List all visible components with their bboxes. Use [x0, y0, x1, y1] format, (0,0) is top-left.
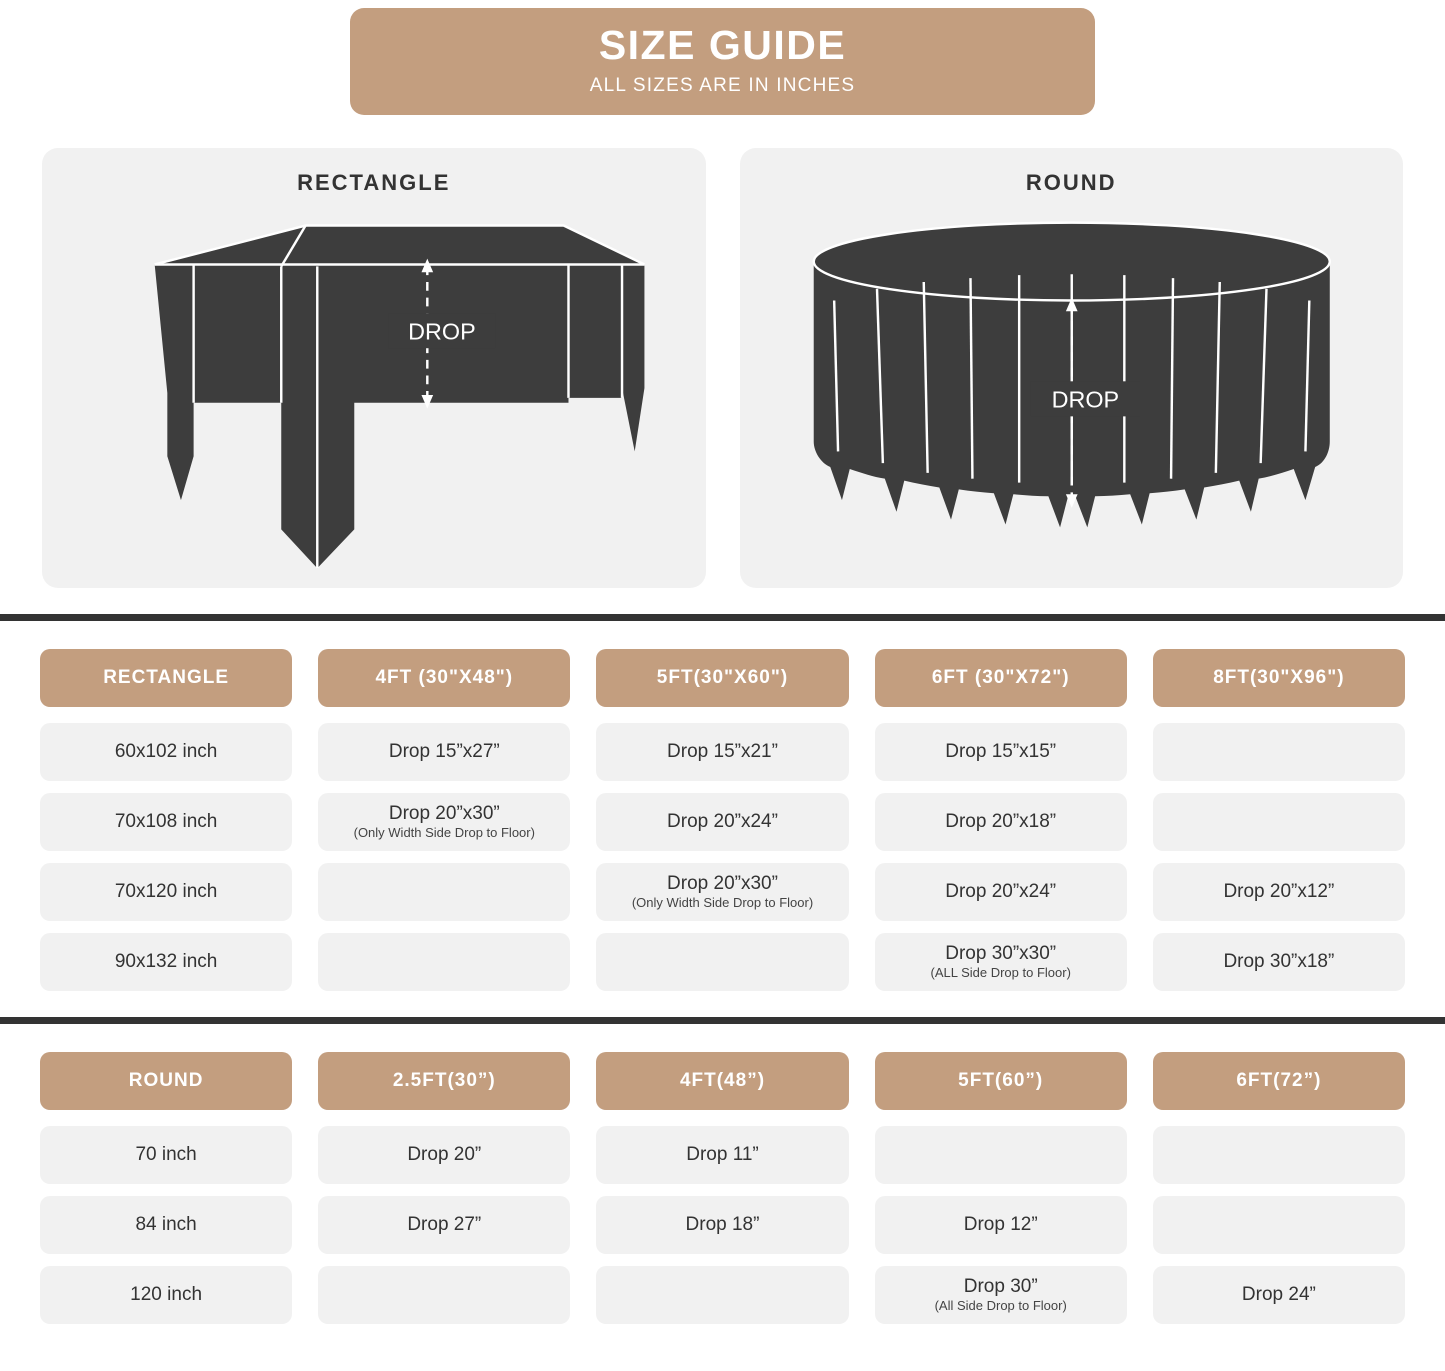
table-row: [40, 863, 292, 921]
rectangle-table-body: [40, 723, 1405, 991]
svg-text:DROP: DROP: [408, 318, 476, 345]
cell-text: Drop 15”x21”: [667, 741, 778, 763]
table-row: [318, 793, 570, 851]
round-header-2: 4FT(48”): [596, 1052, 848, 1110]
table-row: [596, 723, 848, 781]
table-row: [875, 1126, 1127, 1184]
cell-text: 70x108 inch: [114, 811, 218, 833]
cell-text: Drop 20”x30”: [388, 803, 500, 825]
round-header-4: 6FT(72”): [1153, 1052, 1405, 1110]
rectangle-size-table: [0, 621, 1445, 991]
divider-bottom: [0, 1017, 1445, 1024]
header-banner: [350, 8, 1095, 115]
cell-note: (Only Width Side Drop to Floor): [353, 825, 535, 841]
cell-text: 120 inch: [130, 1284, 203, 1306]
cell-text: Drop 12”: [963, 1214, 1038, 1236]
rect-header-3: 6FT (30"X72"): [875, 649, 1127, 707]
table-row: [40, 1126, 292, 1184]
cell-text: Drop 30”x30”: [945, 943, 1057, 965]
cell-text: Drop 15”x27”: [388, 741, 500, 763]
rectangle-table-grid: [40, 649, 1405, 707]
panel-rectangle: [42, 148, 706, 588]
cell-text: Drop 30”x18”: [1223, 951, 1335, 973]
table-row: [318, 863, 570, 921]
cell-note: (ALL Side Drop to Floor): [930, 965, 1071, 981]
table-row: [596, 1196, 848, 1254]
rect-header-2: 5FT(30"X60"): [596, 649, 848, 707]
cell-text: Drop 30”: [963, 1276, 1038, 1298]
cell-note: (Only Width Side Drop to Floor): [631, 895, 814, 911]
table-row: [318, 1196, 570, 1254]
table-row: [40, 1196, 292, 1254]
header: [0, 0, 1445, 115]
table-row: [40, 793, 292, 851]
table-row: [318, 1266, 570, 1324]
cell-text: Drop 24”: [1241, 1284, 1316, 1306]
table-row: [596, 1126, 848, 1184]
cell-text: Drop 18”: [685, 1214, 760, 1236]
rect-header-0: RECTANGLE: [40, 649, 292, 707]
svg-text:DROP: DROP: [1051, 386, 1119, 413]
table-row: [875, 723, 1127, 781]
cell-text: Drop 20”x24”: [945, 881, 1057, 903]
panel-round: [740, 148, 1404, 588]
table-row: [596, 933, 848, 991]
cell-text: 90x132 inch: [114, 951, 218, 973]
panel-round-title: ROUND: [1025, 170, 1117, 196]
cell-text: Drop 20”x12”: [1223, 881, 1335, 903]
cell-note: (All Side Drop to Floor): [934, 1298, 1067, 1314]
table-row: [596, 863, 848, 921]
cell-text: Drop 20”x18”: [945, 811, 1057, 833]
table-row: [40, 723, 292, 781]
table-row: [875, 793, 1127, 851]
cell-text: Drop 20”: [407, 1144, 482, 1166]
rectangle-tablecloth-icon: [42, 208, 706, 578]
table-row: [318, 933, 570, 991]
table-row: [40, 1266, 292, 1324]
table-row: [875, 863, 1127, 921]
table-row: [318, 1126, 570, 1184]
table-row: [596, 793, 848, 851]
table-row: [1153, 1126, 1405, 1184]
page-title: SIZE GUIDE: [598, 22, 847, 68]
round-table-body: [40, 1126, 1405, 1324]
round-header-0: ROUND: [40, 1052, 292, 1110]
table-row: [596, 1266, 848, 1324]
round-header-1: 2.5FT(30”): [318, 1052, 570, 1110]
round-tablecloth-icon: [740, 208, 1404, 578]
divider-top: [0, 614, 1445, 621]
table-row: [1153, 723, 1405, 781]
cell-text: 70x120 inch: [114, 881, 218, 903]
illustration-panels: [0, 115, 1445, 588]
table-row: [1153, 1266, 1405, 1324]
round-header-3: 5FT(60”): [875, 1052, 1127, 1110]
cell-text: Drop 20”x24”: [667, 811, 778, 833]
cell-text: Drop 20”x30”: [667, 873, 778, 895]
table-row: [1153, 1196, 1405, 1254]
rect-header-1: 4FT (30"X48"): [318, 649, 570, 707]
round-size-table: [0, 1024, 1445, 1324]
table-row: [40, 933, 292, 991]
table-row: [875, 933, 1127, 991]
cell-text: Drop 15”x15”: [945, 741, 1057, 763]
cell-text: Drop 27”: [407, 1214, 482, 1236]
panel-rectangle-title: RECTANGLE: [297, 170, 451, 196]
table-row: [1153, 793, 1405, 851]
rect-header-4: 8FT(30"X96"): [1153, 649, 1405, 707]
cell-text: 70 inch: [135, 1144, 197, 1166]
table-row: [1153, 863, 1405, 921]
table-row: [318, 723, 570, 781]
table-row: [1153, 933, 1405, 991]
cell-text: 60x102 inch: [114, 741, 218, 763]
round-table-grid: [40, 1052, 1405, 1110]
page-subtitle: ALL SIZES ARE IN INCHES: [589, 75, 856, 97]
cell-text: 84 inch: [135, 1214, 197, 1236]
table-row: [875, 1196, 1127, 1254]
table-row: [875, 1266, 1127, 1324]
cell-text: Drop 11”: [686, 1144, 759, 1166]
